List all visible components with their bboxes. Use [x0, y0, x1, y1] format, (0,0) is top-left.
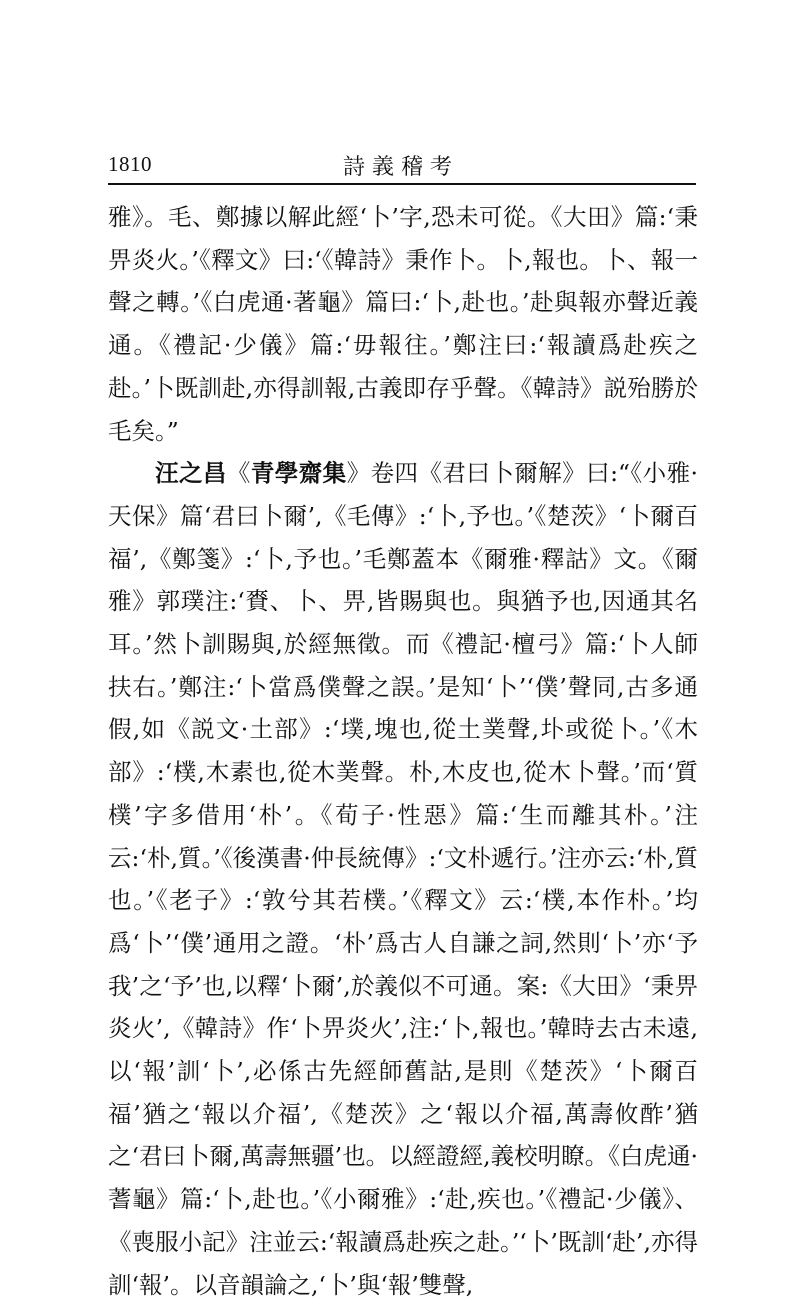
author-name: 汪之昌 — [155, 459, 227, 488]
book-title: 青學齋集 — [250, 459, 347, 488]
page-header — [108, 148, 694, 188]
paragraph-text: 雅》。毛、鄭據以解此經‘卜’字,恐未可從。《大田》篇:‘秉畀炎火。’《釋文》曰:‘《韓詩》秉作卜。卜,報也。卜、報一聲之轉。’《白虎通·著龜》篇曰:‘卜,赴也。’赴與報亦聲近義通。《禮記·少儀》篇:‘毋報往。’鄭注曰:‘報讀爲赴疾之赴。’卜既訓赴,亦得訓報,古義即存乎聲。《韓詩》説殆勝於毛矣。” — [108, 203, 698, 445]
body-text — [108, 196, 698, 1306]
paragraph-continuation — [108, 196, 698, 452]
paragraph-text: 》卷四《君曰卜爾解》曰:“《小雅·天保》篇‘君曰卜爾’,《毛傳》:‘卜,予也。’《楚茨》‘卜爾百福’,《鄭箋》:‘卜,予也。’毛鄭蓋本《爾雅·釋詁》文。《爾雅》郭璞注:‘賚、卜、畀,皆賜與也。與猶予也,因通其名耳。’然卜訓賜與,於經無徵。而《禮記·檀弓》篇:‘卜人師扶右。’鄭注:‘卜當爲僕聲之誤。’是知‘卜’‘僕’聲同,古多通假,如《説文·土部》:‘墣,塊也,從土菐聲,圤或從卜。’《木部》:‘樸,木素也,從木菐聲。朴,木皮也,從木卜聲。’而‘質樸’字多借用‘朴’。《荀子·性惡》篇:‘生而離其朴。’注云:‘朴,質。’《後漢書·仲長統傳》:‘文朴遞行。’注亦云:‘朴,質也。’《老子》:‘敦兮其若樸。’《釋文》云:‘樸,本作朴。’均爲‘卜’‘僕’通用之證。‘朴’爲古人自謙之詞,然則‘卜’亦‘予我’之‘予’也,以釋‘卜爾’,於義似不可通。案:《大田》‘秉畀炎火’,《韓詩》作‘卜畀炎火’,注:‘卜,報也。’韓時去古未遠,以‘報’訓‘卜’,必係古先經師舊詁,是則《楚茨》‘卜爾百福’猶之‘報以介福’,《楚茨》之‘報以介福,萬壽攸酢’猶之‘君曰卜爾,萬壽無疆’也。以經證經,義校明瞭。《白虎通·蓍龜》篇:‘卜,赴也。’《小爾雅》:‘赴,疾也。’《禮記·少儀》、《喪服小記》注並云:‘報讀爲赴疾之赴。’‘卜’既訓‘赴’,亦得訓‘報’。以音韻論之,‘卜’與‘報’雙聲, — [108, 459, 699, 1299]
book-title-open: 《 — [226, 459, 251, 488]
paragraph-wang-zhichang — [108, 452, 698, 1306]
header-rule — [108, 183, 696, 185]
running-title: 詩義稽考 — [342, 155, 459, 180]
page-number: 1810 — [108, 152, 152, 176]
